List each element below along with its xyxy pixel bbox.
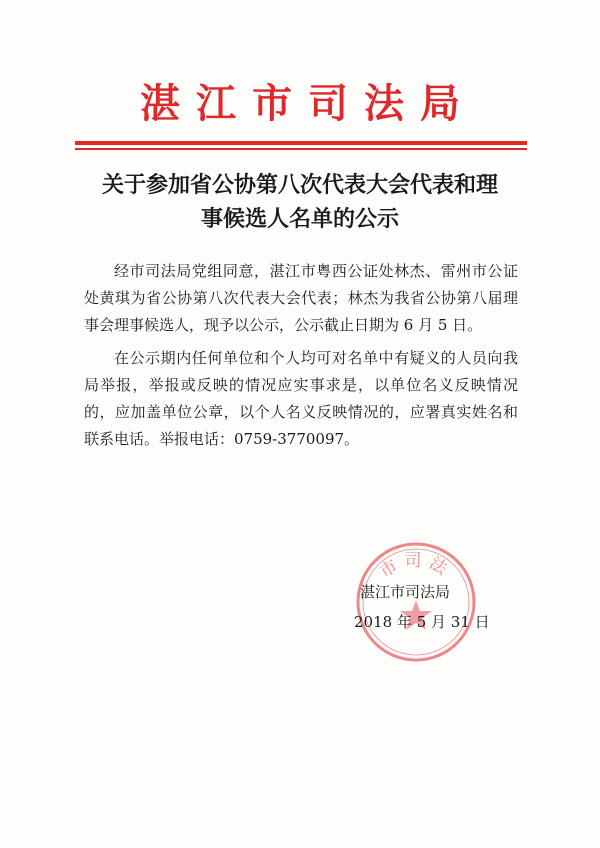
letterhead-rule-thin: [75, 148, 527, 150]
issuer-signature: 湛江市司法局: [360, 583, 451, 601]
document-title-line-1: 关于参加省公协第八次代表大会代表和理: [101, 172, 498, 198]
issue-date: 2018 年 5 月 31 日: [354, 613, 490, 631]
document-title: [90, 168, 510, 236]
svg-text:市司法: [376, 551, 455, 582]
document-title-line-2: 事候选人名单的公示: [200, 206, 399, 232]
official-seal-stamp: [352, 538, 480, 666]
document-body: [84, 258, 518, 459]
body-paragraph-1: 经市司法局党组同意，湛江市粤西公证处林杰、雷州市公证处黄琪为省公协第八次代表大会代表；林杰为我省公协第八届理事会理事候选人，现予以公示，公示截止日期为 6 月 5 日。: [84, 262, 518, 334]
body-paragraph-2: 在公示期内任何单位和个人均可对名单中有疑义的人员向我局举报，举报或反映的情况应实事求是，以单位名义反映情况的，应加盖单位公章，以个人名义反映情况的，应署真实姓名和联系电话。举报电话：0759-3770097。: [84, 349, 518, 448]
letterhead-rule-thick: [75, 141, 527, 145]
seal-text: 市司法: [376, 551, 456, 583]
letterhead-title: 湛江市司法局: [140, 80, 476, 127]
